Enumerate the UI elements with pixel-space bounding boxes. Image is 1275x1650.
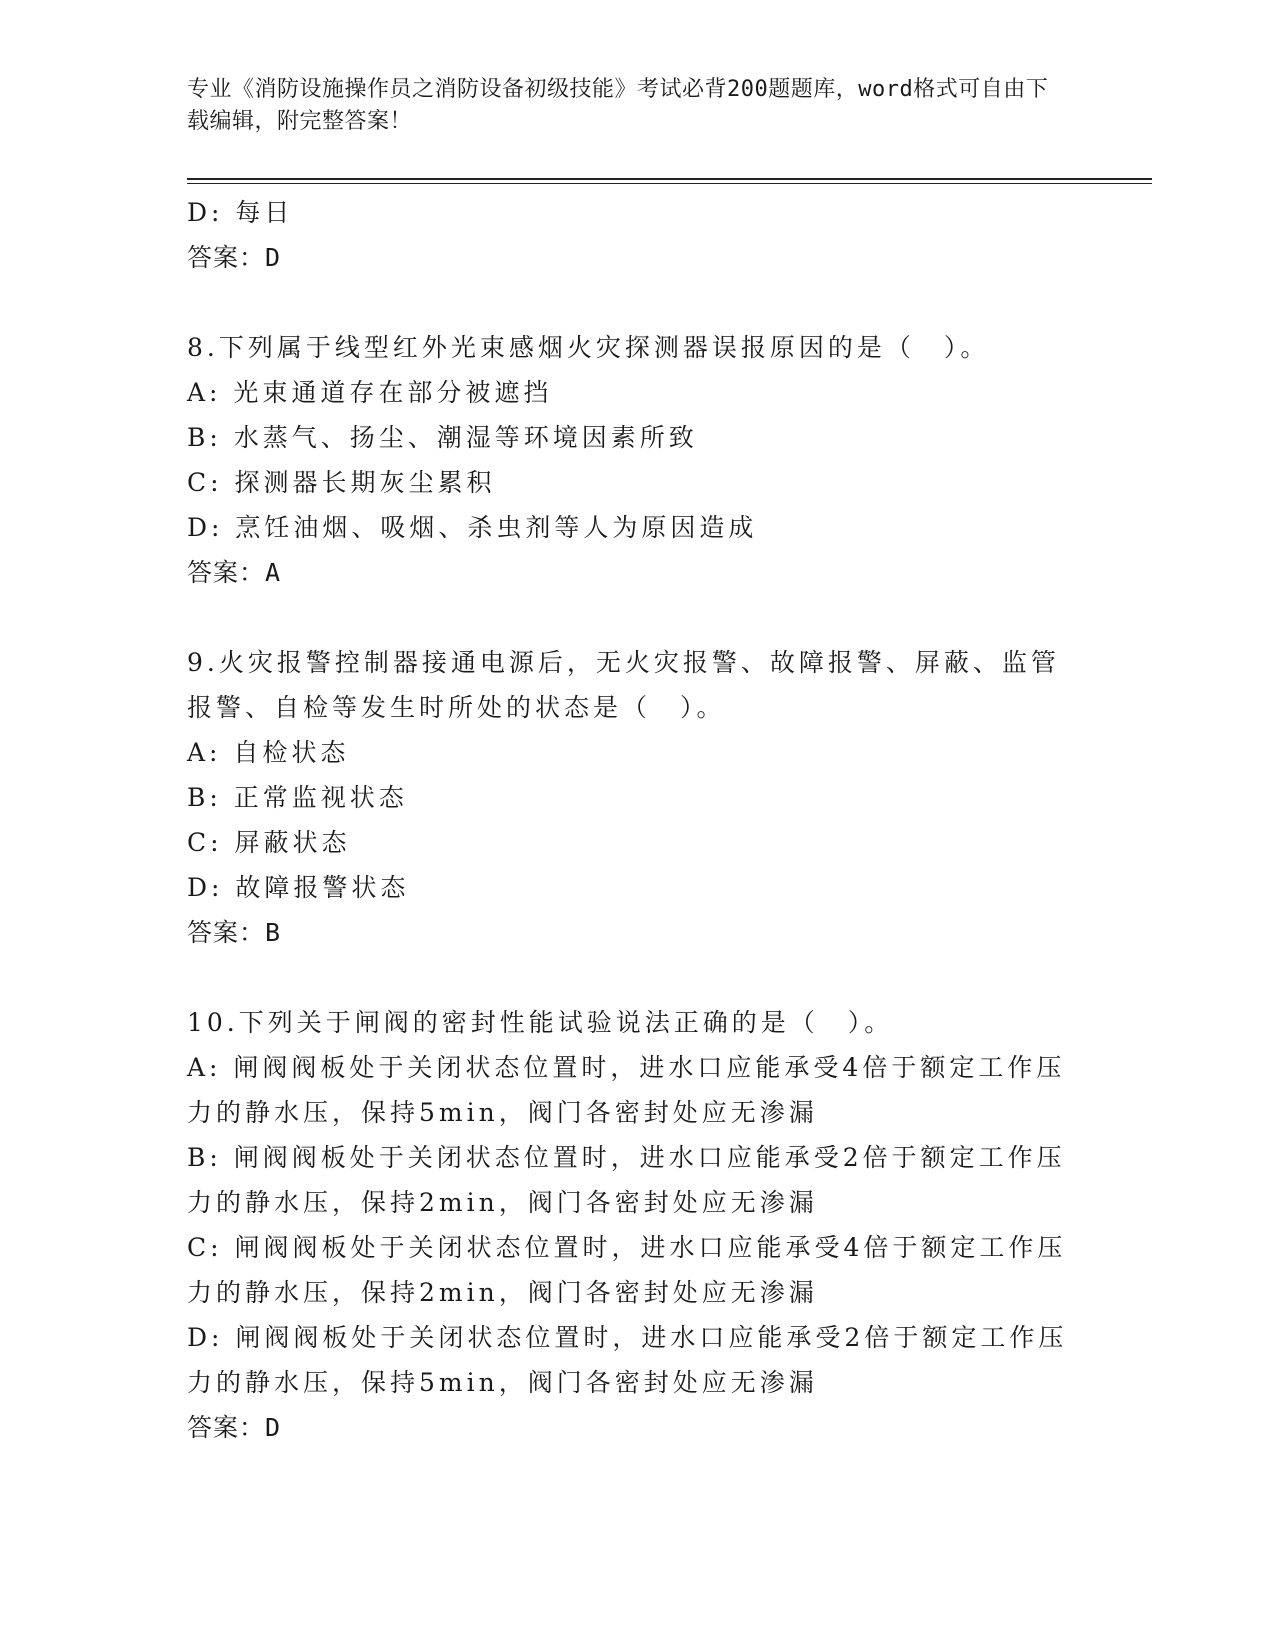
option-c: C: 屏蔽状态 [187,828,351,857]
question-8 [187,325,1087,595]
answer: 答案：A [187,558,282,587]
option-c-line-1: C: 闸阀阀板处于关闭状态位置时，进水口应能承受4倍于额定工作压 [187,1233,1067,1262]
option-a: A: 自检状态 [187,738,350,767]
question-stem-line-2: 报警、自检等发生时所处的状态是（ ）。 [187,693,726,722]
option-d-line-2: 力的静水压，保持5min，阀门各密封处应无渗漏 [187,1368,818,1397]
question-9 [187,640,1087,955]
header-divider-thin [187,183,1152,184]
document-body [187,190,1087,1450]
option-b: B: 正常监视状态 [187,783,408,812]
option-c: C: 探测器长期灰尘累积 [187,468,496,497]
answer: 答案：B [187,918,282,947]
fragment-answer: 答案：D [187,243,282,272]
answer: 答案：D [187,1413,282,1442]
option-a-line-1: A: 闸阀阀板处于关闭状态位置时，进水口应能承受4倍于额定工作压 [187,1053,1066,1082]
option-d: D: 烹饪油烟、吸烟、杀虫剂等人为原因造成 [187,513,758,542]
option-b-line-2: 力的静水压，保持2min，阀门各密封处应无渗漏 [187,1188,818,1217]
option-c-line-2: 力的静水压，保持2min，阀门各密封处应无渗漏 [187,1278,818,1307]
header-divider-thick [187,178,1152,180]
document-header: 专业《消防设施操作员之消防设备初级技能》考试必背200题题库，word格式可自由下载编辑，附完整答案！ [187,77,1049,134]
option-b-line-1: B: 闸阀阀板处于关闭状态位置时，进水口应能承受2倍于额定工作压 [187,1143,1066,1172]
fragment-option-d: D: 每日 [187,198,294,227]
option-d-line-1: D: 闸阀阀板处于关闭状态位置时，进水口应能承受2倍于额定工作压 [187,1323,1068,1352]
question-10 [187,1000,1087,1450]
option-b: B: 水蒸气、扬尘、潮湿等环境因素所致 [187,423,698,452]
option-a-line-2: 力的静水压，保持5min，阀门各密封处应无渗漏 [187,1098,818,1127]
option-d: D: 故障报警状态 [187,873,410,902]
question-stem-line-1: 9.火灾报警控制器接通电源后，无火灾报警、故障报警、屏蔽、监管 [187,648,1060,677]
option-a: A: 光束通道存在部分被遮挡 [187,378,553,407]
question-stem: 10.下列关于闸阀的密封性能试验说法正确的是（ ）。 [187,1008,894,1037]
question-stem: 8.下列属于线型红外光束感烟火灾探测器误报原因的是（ ）。 [187,333,990,362]
